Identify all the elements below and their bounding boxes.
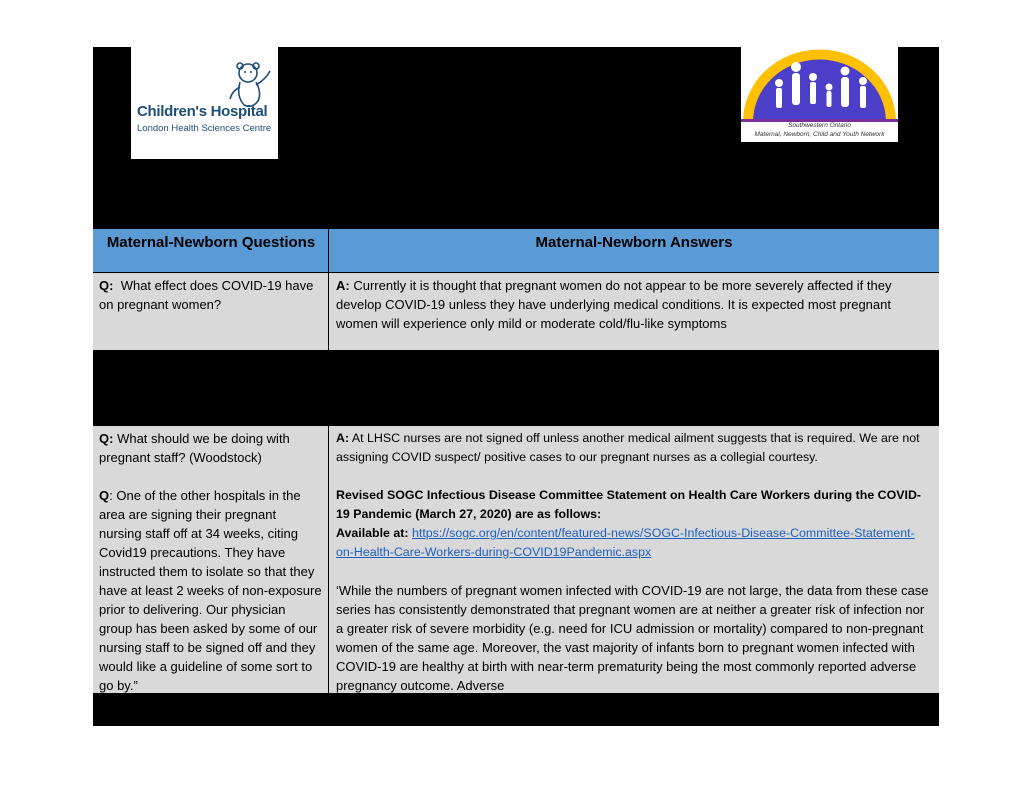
sogc-statement-link[interactable]: https://sogc.org/en/content/featured-news/SOGC-Infectious-Disease-Committee-Statement-on-Health-Care-Workers-during-COVID19Pandemic.aspx	[336, 526, 915, 559]
network-logo	[741, 47, 898, 142]
header-answers	[329, 229, 939, 272]
logo-left-line1: Children's Hospital	[137, 103, 268, 120]
row2-q1-label: Q:	[99, 431, 114, 446]
header-questions	[93, 229, 329, 272]
row2-question-cell	[93, 426, 328, 693]
row2-a-text: At LHSC nurses are not signed off unless another medical ailment suggests that is required. We are not assigning COVID suspect/ positive cases to our pregnant nurses as a collegial courtesy.	[336, 431, 920, 464]
row2-q2-text: : One of the other hospitals in the area are signing their pregnant nursing staff off at 34 weeks, citing Covid19 precautions. They have instructed them to isolate so that they have at least 2 weeks of non-exposure prior to delivering. Our physician group has been asked by some of our nursing staff to be signed off and they would like a guideline of some sort to go by.”	[99, 488, 322, 693]
row2-a-label: A:	[336, 431, 350, 445]
available-at-label: Available at:	[336, 526, 409, 540]
logo-left-line2: London Health Sciences Centre	[137, 123, 272, 134]
row1-answer-cell	[329, 272, 939, 350]
row2-answer-cell	[329, 426, 939, 693]
row2-q1-text: What should we be doing with pregnant staff? (Woodstock)	[99, 431, 290, 465]
logo-right-line2: Maternal, Newborn, Child and Youth Network	[754, 131, 885, 138]
row1-q-text: What effect does COVID-19 have on pregnant women?	[99, 278, 314, 312]
sogc-quote: ‘While the numbers of pregnant women infected with COVID-19 are not large, the data from these case series has consistently demonstrated that pregnant women are at neither a greater risk of infection nor a greater risk of severe morbidity (e.g. need for ICU admission or mortality) compared to non-pregnant women of the same age. Moreover, the vast majority of infants born to pregnant women infected with COVID-19 are healthy at birth with near-term prematurity being the most commonly reported adverse pregnancy outcome. Adverse	[336, 583, 929, 693]
column-divider	[328, 229, 329, 693]
row1-q-label: Q:	[99, 278, 114, 293]
sogc-statement-title: Revised SOGC Infectious Disease Committee Statement on Health Care Workers during the COVID-19 Pandemic (March 27, 2020) are as follows:	[336, 488, 922, 521]
header-questions-label: Maternal-Newborn Questions	[106, 234, 316, 251]
header-answers-label: Maternal-Newborn Answers	[535, 234, 733, 251]
row1-a-text: Currently it is thought that pregnant women do not appear to be more severely affected if they develop COVID-19 unless they have underlying medical conditions. It is expected most pregnant women will experience only mild or moderate cold/flu-like symptoms	[336, 278, 892, 331]
row1-a-label: A:	[336, 278, 350, 293]
family-sunrise-icon	[741, 47, 898, 122]
childrens-hospital-logo	[131, 47, 278, 159]
row1-question-cell	[93, 272, 328, 350]
logo-right-line1: Southwestern Ontario	[788, 122, 851, 129]
row2-q2-label: Q	[99, 488, 110, 503]
